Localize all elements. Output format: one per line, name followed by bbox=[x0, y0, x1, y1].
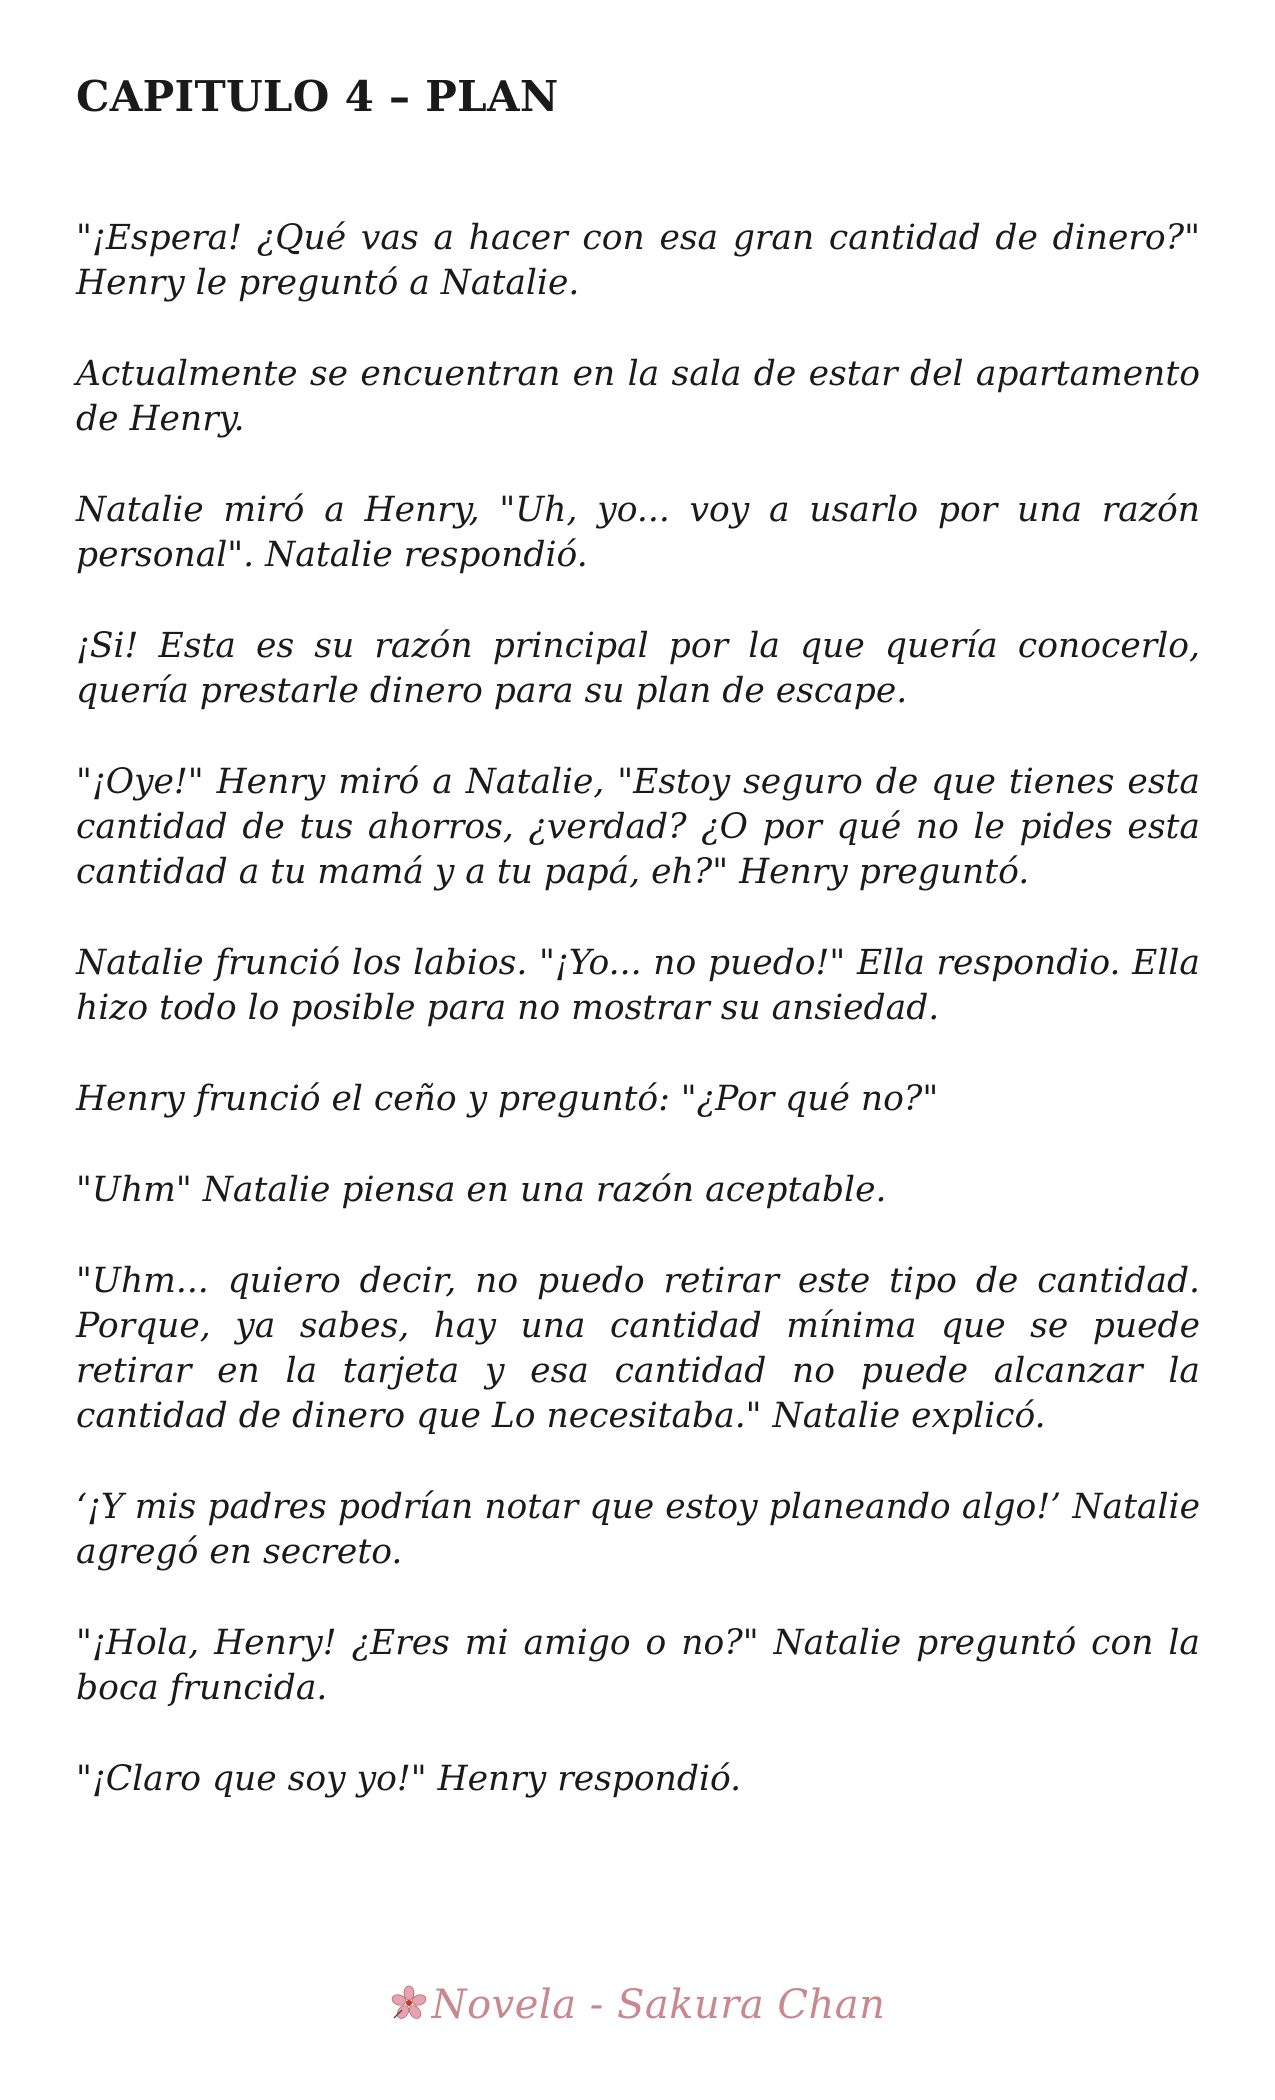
paragraph: "¡Claro que soy yo!" Henry respondió. bbox=[76, 1759, 742, 1800]
paragraph: Actualmente se encuentran en la sala de estar del apartamento de Henry. bbox=[76, 354, 1200, 440]
chapter-title: CAPITULO 4 – PLAN bbox=[76, 72, 559, 121]
paragraph: "Uhm... quiero decir, no puedo retirar este tipo de cantidad. Porque, ya sabes, hay una cantidad mínima que se puede retirar en la tarjeta y esa cantidad no puede alcanzar la cantidad de dinero que Lo necesitaba." Natalie explicó. bbox=[76, 1261, 1200, 1437]
document-page bbox=[76, 72, 1200, 1848]
paragraph: Henry frunció el ceño y preguntó: "¿Por qué no?" bbox=[76, 1079, 939, 1120]
paragraph: Natalie miró a Henry, "Uh, yo... voy a usarlo por una razón personal". Natalie respondió. bbox=[76, 490, 1200, 576]
footer-watermark bbox=[0, 1982, 1275, 2028]
sakura-flower-icon bbox=[390, 1984, 428, 2022]
paragraph: Natalie frunció los labios. "¡Yo... no puedo!" Ella respondio. Ella hizo todo lo posible para no mostrar su ansiedad. bbox=[76, 943, 1200, 1029]
paragraph: "¡Espera! ¿Qué vas a hacer con esa gran cantidad de dinero?" Henry le preguntó a Natalie. bbox=[76, 218, 1200, 304]
paragraph: ‘¡Y mis padres podrían notar que estoy planeando algo!’ Natalie agregó en secreto. bbox=[76, 1487, 1200, 1573]
paragraph: ¡Si! Esta es su razón principal por la que quería conocerlo, quería prestarle dinero para su plan de escape. bbox=[76, 626, 1200, 712]
paragraph: "¡Hola, Henry! ¿Eres mi amigo o no?" Natalie preguntó con la boca fruncida. bbox=[76, 1623, 1200, 1709]
paragraph: "¡Oye!" Henry miró a Natalie, "Estoy seguro de que tienes esta cantidad de tus ahorros, ¿verdad? ¿O por qué no le pides esta cantidad a tu mamá y a tu papá, eh?" Henry preguntó. bbox=[76, 762, 1200, 893]
paragraph: "Uhm" Natalie piensa en una razón aceptable. bbox=[76, 1170, 887, 1211]
watermark-text: Novela - Sakura Chan bbox=[431, 1982, 886, 2028]
